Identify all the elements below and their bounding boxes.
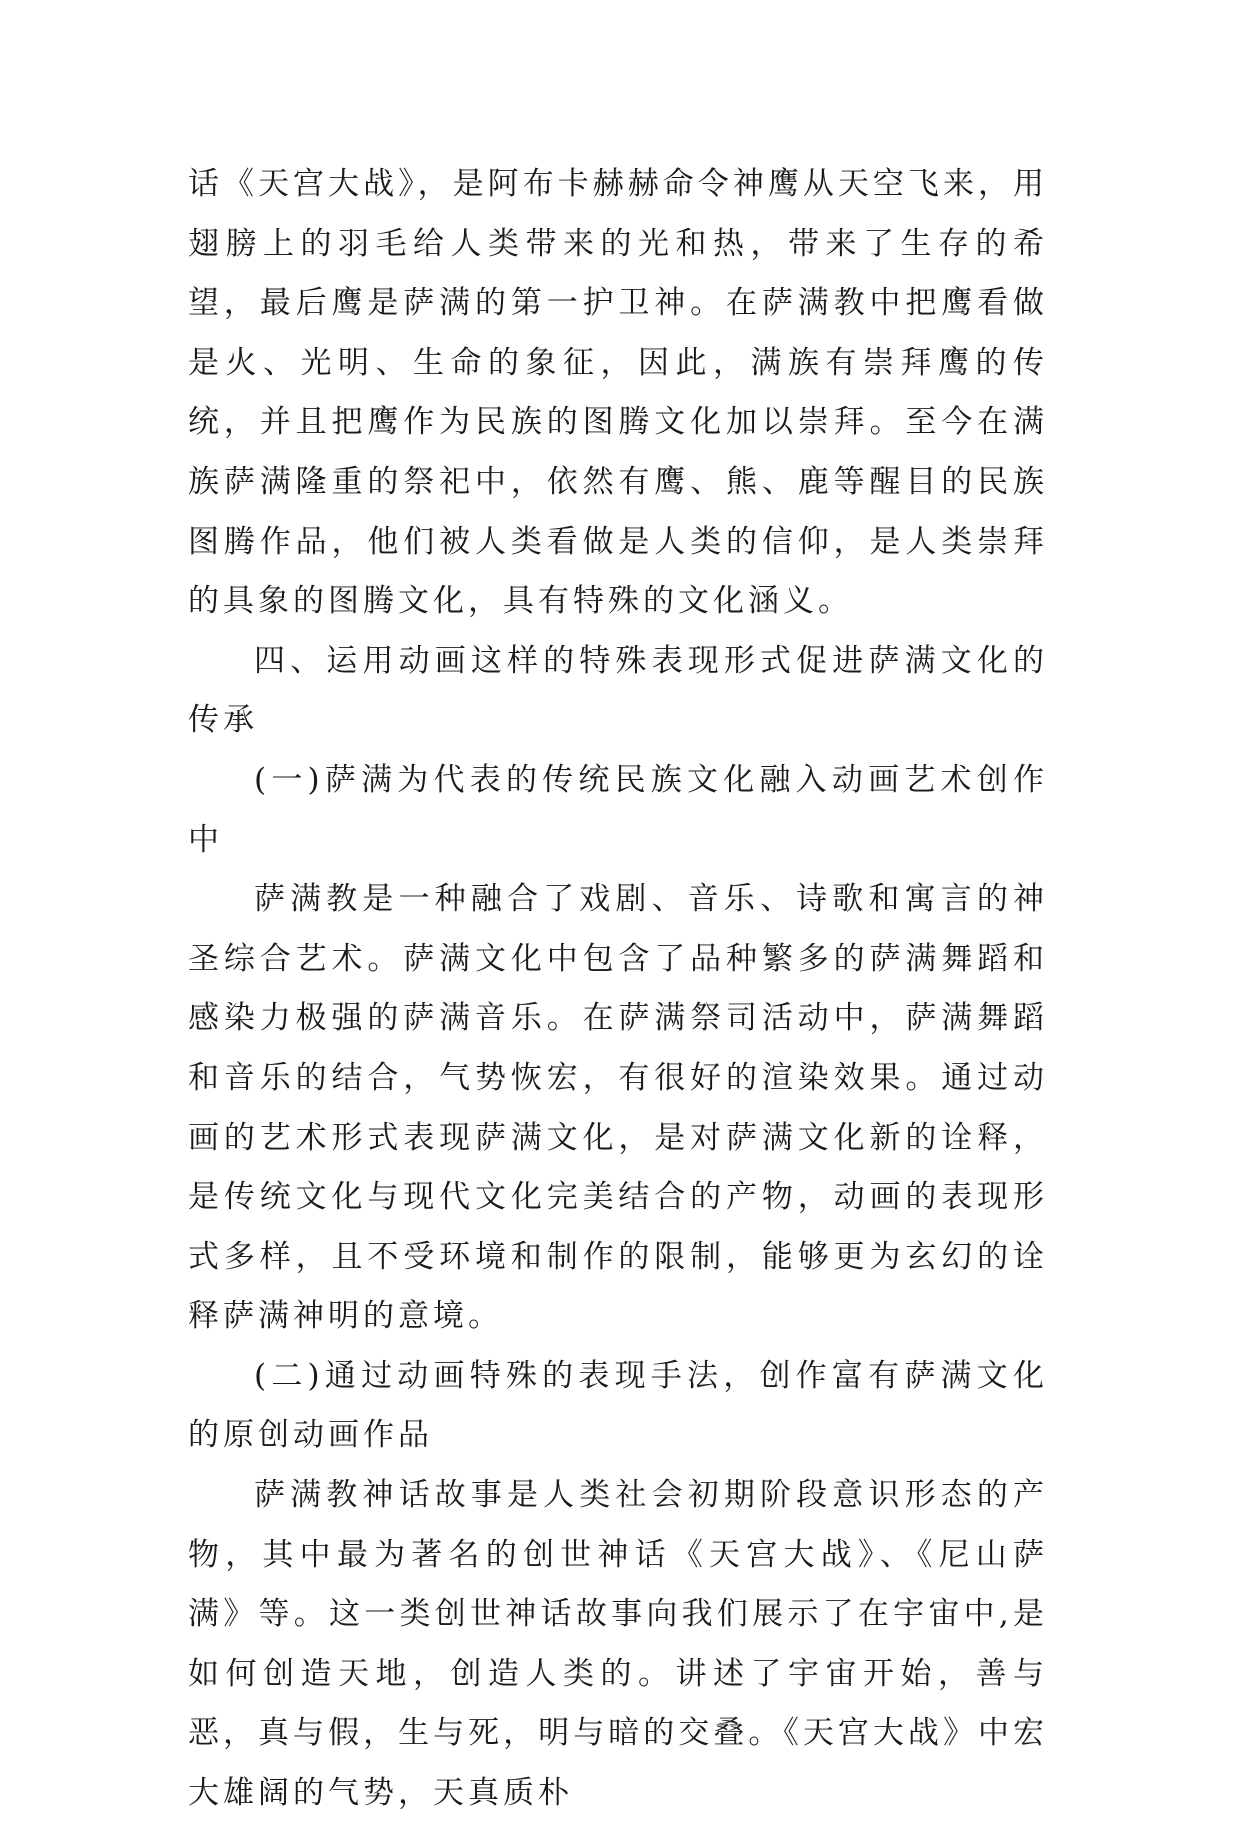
body-text	[188, 155, 1048, 1824]
subsection-heading-two: (二)通过动画特殊的表现手法，创作富有萨满文化的原创动画作品	[188, 1357, 1048, 1454]
section-heading-four: 四、运用动画这样的特殊表现形式促进萨满文化的传承	[188, 642, 1048, 739]
paragraph-continuation: 话《天宫大战》，是阿布卡赫赫命令神鹰从天空飞来，用翅膀上的羽毛给人类带来的光和热，带来了生存的希望，最后鹰是萨满的第一护卫神。在萨满教中把鹰看做是火、光明、生命的象征，因此，满族有崇拜鹰的传统，并且把鹰作为民族的图腾文化加以崇拜。至今在满族萨满隆重的祭祀中，依然有鹰、熊、鹿等醒目的民族图腾作品，他们被人类看做是人类的信仰，是人类崇拜的具象的图腾文化，具有特殊的文化涵义。	[188, 166, 1048, 620]
paragraph-subsection-two: 萨满教神话故事是人类社会初期阶段意识形态的产物，其中最为著名的创世神话《天宫大战》、《尼山萨满》等。这一类创世神话故事向我们展示了在宇宙中,是如何创造天地，创造人类的。讲述了宇宙开始，善与恶，真与假，生与死，明与暗的交叠。《天宫大战》中宏大雄阔的气势，天真质朴	[188, 1477, 1048, 1812]
paragraph-subsection-one: 萨满教是一种融合了戏剧、音乐、诗歌和寓言的神圣综合艺术。萨满文化中包含了品种繁多的萨满舞蹈和感染力极强的萨满音乐。在萨满祭司活动中，萨满舞蹈和音乐的结合，气势恢宏，有很好的渲染效果。通过动画的艺术形式表现萨满文化，是对萨满文化新的诠释，是传统文化与现代文化完美结合的产物，动画的表现形式多样，且不受环境和制作的限制，能够更为玄幻的诠释萨满神明的意境。	[188, 881, 1048, 1335]
subsection-heading-one: (一)萨满为代表的传统民族文化融入动画艺术创作中	[188, 761, 1048, 858]
